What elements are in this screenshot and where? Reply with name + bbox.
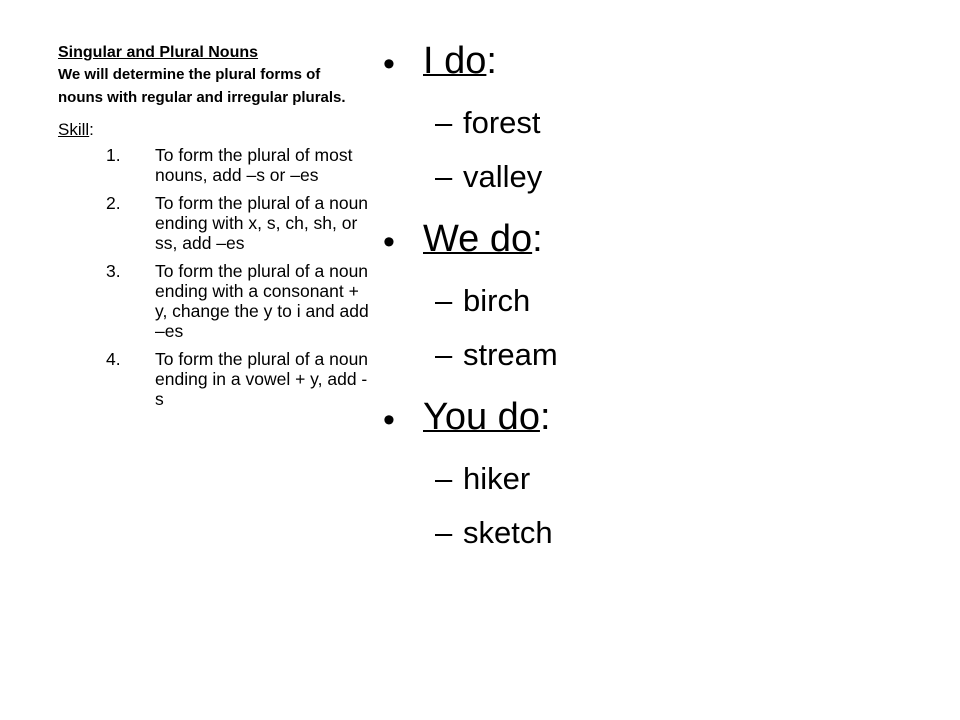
dash-icon: – <box>435 337 453 372</box>
section-heading <box>423 34 903 88</box>
word-item <box>423 158 903 196</box>
word-item <box>423 460 903 498</box>
word-item <box>423 514 903 552</box>
skill-heading <box>58 119 358 141</box>
word-list <box>423 104 903 196</box>
skill-colon: : <box>89 120 94 139</box>
dash-icon: – <box>435 105 453 140</box>
skill-text: To form the plural of a noun ending in a vowel + y, add -s <box>155 349 369 409</box>
heading-text: We do <box>423 218 533 260</box>
lesson-title: Singular and Plural Nouns <box>58 44 259 61</box>
word-text: birch <box>463 283 531 318</box>
lesson-objective: We will determine the plural forms of nouns with regular and irregular plurals. <box>58 66 346 106</box>
skill-text: To form the plural of a noun ending with x, s, ch, sh, or ss, add –es <box>155 193 369 253</box>
bullet-icon: • <box>383 45 395 83</box>
skill-text: To form the plural of most nouns, add –s or –es <box>155 145 353 185</box>
heading-colon: : <box>486 40 497 82</box>
word-text: sketch <box>463 515 553 550</box>
skill-number: 4. <box>106 349 121 369</box>
section-we-do <box>383 212 903 374</box>
practice-panel <box>383 34 903 552</box>
skill-number: 2. <box>106 193 121 213</box>
skill-item <box>58 349 373 409</box>
skill-item <box>58 193 373 253</box>
dash-icon: – <box>435 159 453 194</box>
skill-number: 1. <box>106 145 121 165</box>
word-list <box>423 282 903 374</box>
skill-text: To form the plural of a noun ending with a consonant + y, change the y to i and add –es <box>155 261 369 341</box>
skill-label: Skill <box>58 120 90 139</box>
skill-number: 3. <box>106 261 121 281</box>
heading-text: You do <box>423 396 540 438</box>
word-text: valley <box>463 159 543 194</box>
section-heading <box>423 212 903 266</box>
section-heading <box>423 390 903 444</box>
word-text: forest <box>463 105 541 140</box>
word-item <box>423 282 903 320</box>
skill-item <box>58 145 373 185</box>
skill-item <box>58 261 373 341</box>
word-item <box>423 104 903 142</box>
word-text: stream <box>463 337 558 372</box>
objective-panel <box>58 42 369 417</box>
dash-icon: – <box>435 461 453 496</box>
skill-list <box>58 145 369 409</box>
heading-colon: : <box>539 396 551 438</box>
word-list <box>423 460 903 552</box>
heading-text: I do <box>423 40 487 82</box>
bullet-icon: • <box>383 223 395 261</box>
section-i-do <box>383 34 903 196</box>
word-text: hiker <box>463 461 531 496</box>
section-you-do <box>383 390 903 552</box>
dash-icon: – <box>435 515 453 550</box>
heading-colon: : <box>532 218 543 260</box>
dash-icon: – <box>435 283 453 318</box>
word-item <box>423 336 903 374</box>
bullet-icon: • <box>383 401 395 439</box>
